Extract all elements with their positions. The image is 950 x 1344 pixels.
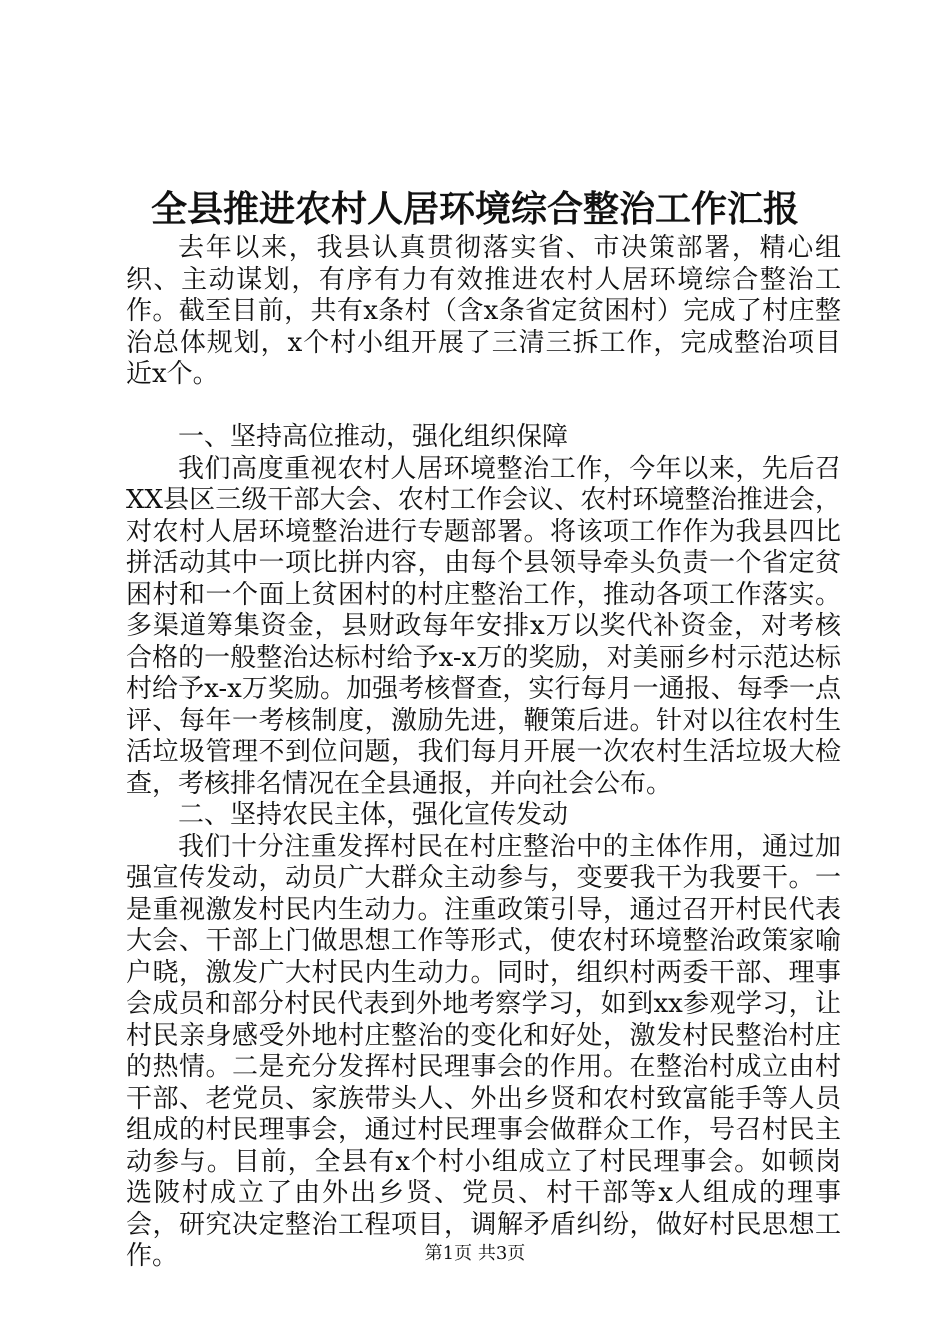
section-body-1: 我们高度重视农村人居环境整治工作，今年以来，先后召XX县区三级干部大会、农村工作会议、农村环境整治推进会，对农村人居环境整治进行专题部署。将该项工作作为我县四比拼活动其中一项比拼内容，由每个县领导牵头负责一个省定贫困村和一个面上贫困村的村庄整治工作，推动各项工作落实。多渠道筹集资金，县财政每年安排x万以奖代补资金，对考核合格的一般整治达标村给予x-x万的奖励，对美丽乡村示范达标村给予x-x万奖励。加强考核督查，实行每月一通报、每季一点评、每年一考核制度，激励先进，鞭策后进。针对以往农村生活垃圾管理不到位问题，我们每月开展一次农村生活垃圾大检查，考核排名情况在全县通报，并向社会公布。	[126, 453, 841, 799]
intro-paragraph: 去年以来，我县认真贯彻落实省、市决策部署，精心组织、主动谋划，有序有力有效推进农村人居环境综合整治工作。截至目前，共有x条村（含x条省定贫困村）完成了村庄整治总体规划，x个村小组开展了三清三拆工作，完成整治项目近x个。	[126, 233, 841, 389]
document-title: 全县推进农村人居环境综合整治工作汇报	[150, 188, 799, 230]
section-heading-2: 二、坚持农民主体，强化宣传发动	[178, 800, 569, 830]
section-body-2: 我们十分注重发挥村民在村庄整治中的主体作用，通过加强宣传发动，动员广大群众主动参与，变要我干为我要干。一是重视激发村民内生动力。注重政策引导，通过召开村民代表大会、干部上门做思想工作等形式，使农村环境整治政策家喻户晓，激发广大村民内生动力。同时，组织村两委干部、理事会成员和部分村民代表到外地考察学习，如到xx参观学习，让村民亲身感受外地村庄整治的变化和好处，激发村民整治村庄的热情。二是充分发挥村民理事会的作用。在整治村成立由村干部、老党员、家族带头人、外出乡贤和农村致富能手等人员组成的村民理事会，通过村民理事会做群众工作，号召村民主动参与。目前，全县有x个村小组成立了村民理事会。如顿岗选陂村成立了由外出乡贤、党员、村干部等x人组成的理事会，研究决定整治工程项目，调解矛盾纠纷，做好村民思想工作。	[126, 831, 841, 1271]
paragraph-spacer	[126, 391, 841, 423]
section-heading-1: 一、坚持高位推动，强化组织保障	[178, 422, 569, 452]
document-body	[126, 233, 841, 1273]
page-footer: 第1页 共3页	[424, 1243, 526, 1264]
